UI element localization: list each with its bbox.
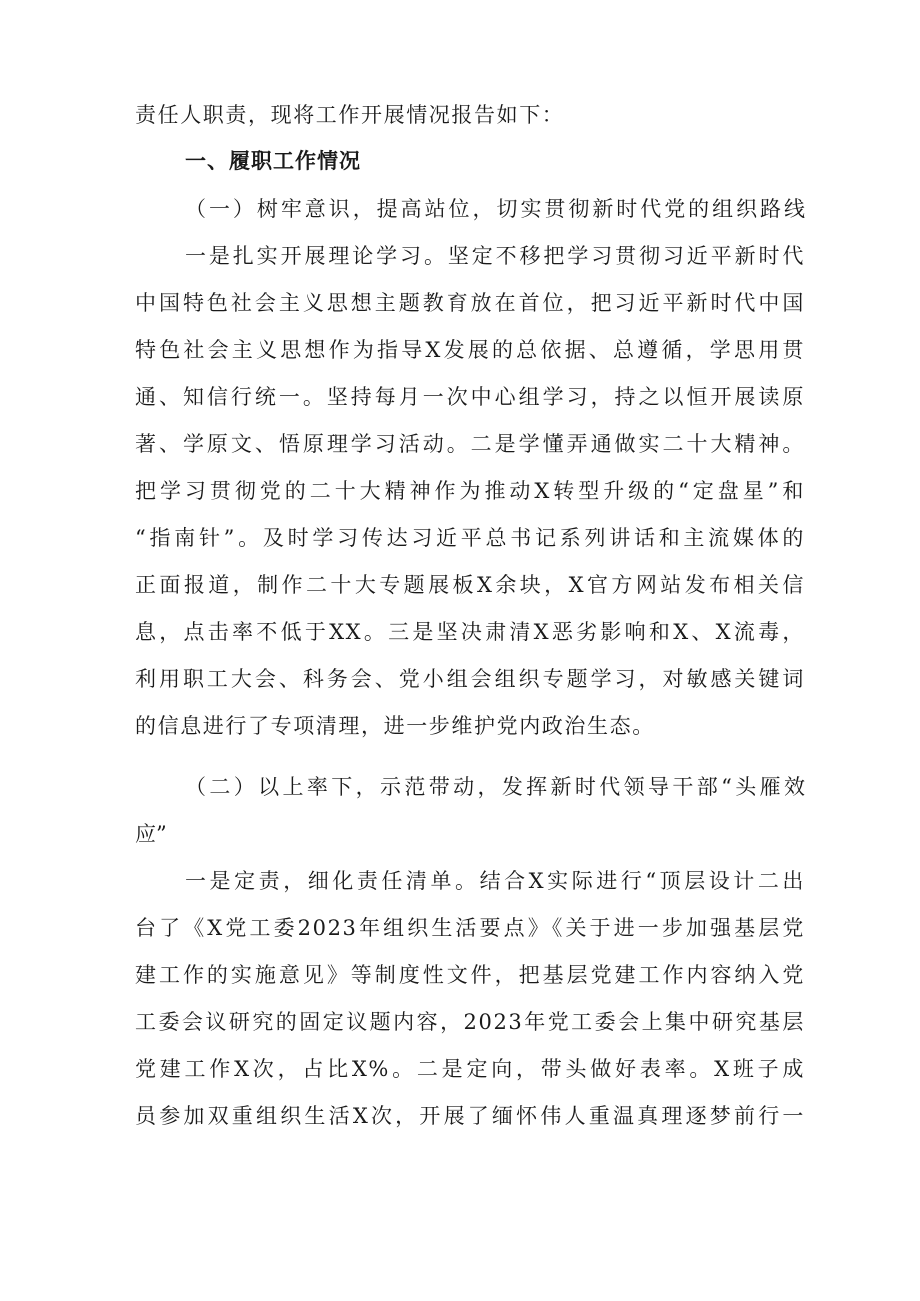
paragraph-line: 中国特色社会主义思想主题教育放在首位，把习近平新时代中国 <box>135 291 805 315</box>
paragraph-line: 一是扎实开展理论学习。坚定不移把学习贯彻习近平新时代 <box>185 244 805 268</box>
paragraph-line: 工委会议研究的固定议题内容，2023年党工委会上集中研究基层 <box>135 1010 805 1034</box>
paragraph-line: 正面报道，制作二十大专题展板X余块，X官方网站发布相关信 <box>135 573 805 597</box>
subsection-heading-continued: 应” <box>135 822 167 846</box>
paragraph-line: 员参加双重组织生活X次，开展了缅怀伟人重温真理逐梦前行一 <box>135 1104 805 1128</box>
paragraph-line: 建工作的实施意见》等制度性文件，把基层党建工作内容纳入党 <box>135 963 805 987</box>
section-heading: 一、履职工作情况 <box>185 149 361 173</box>
paragraph-line: 台了《X党工委2023年组织生活要点》《关于进一步加强基层党 <box>135 916 805 940</box>
paragraph-line: 通、知信行统一。坚持每月一次中心组学习，持之以恒开展读原 <box>135 385 805 409</box>
intro-line: 责任人职责，现将工作开展情况报告如下： <box>135 103 565 127</box>
paragraph-line: 著、学原文、悟原理学习活动。二是学懂弄通做实二十大精神。 <box>135 432 805 456</box>
paragraph-line: 息，点击率不低于XX。三是坚决肃清X恶劣影响和X、X流毒， <box>135 620 805 644</box>
paragraph-line: “指南针”。及时学习传达习近平总书记系列讲话和主流媒体的 <box>135 526 805 550</box>
subsection-heading: （一）树牢意识，提高站位，切实贯彻新时代党的组织路线 <box>185 197 805 221</box>
paragraph-line: 特色社会主义思想作为指导X发展的总依据、总遵循，学思用贯 <box>135 338 805 362</box>
paragraph-line: 把学习贯彻党的二十大精神作为推动X转型升级的“定盘星”和 <box>135 479 805 503</box>
subsection-heading: （二）以上率下，示范带动，发挥新时代领导干部“头雁效 <box>185 775 805 799</box>
paragraph-line: 党建工作X次，占比X%。二是定向，带头做好表率。X班子成 <box>135 1057 805 1081</box>
paragraph-line: 一是定责，细化责任清单。结合X实际进行“顶层设计二出 <box>185 869 805 893</box>
paragraph-line: 的信息进行了专项清理，进一步维护党内政治生态。 <box>135 714 655 738</box>
paragraph-line: 利用职工大会、科务会、党小组会组织专题学习，对敏感关键词 <box>135 667 805 691</box>
